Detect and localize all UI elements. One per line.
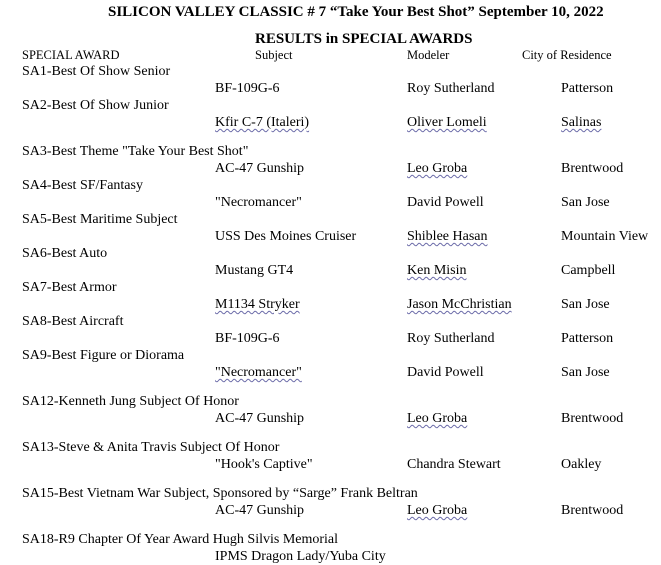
award-city: San Jose [561, 297, 610, 312]
award-subject: AC-47 Gunship [215, 161, 305, 176]
award-city: Oakley [561, 457, 602, 472]
award-category: SA15-Best Vietnam War Subject, Sponsored by “Sarge” Frank Beltran [22, 486, 418, 501]
award-subject: Kfir C-7 (Italeri) [215, 115, 310, 130]
award-modeler: Chandra Stewart [407, 457, 501, 472]
award-modeler: Leo Groba [407, 161, 468, 176]
award-subject: IPMS Dragon Lady/Yuba City [215, 549, 386, 564]
award-modeler: Roy Sutherland [407, 81, 495, 96]
award-category: SA1-Best Of Show Senior [22, 64, 171, 79]
column-header-award: SPECIAL AWARD [22, 48, 120, 62]
award-city: San Jose [561, 195, 610, 210]
award-city: Brentwood [561, 161, 624, 176]
award-category: SA9-Best Figure or Diorama [22, 348, 185, 363]
award-category: SA18-R9 Chapter Of Year Award Hugh Silvis Memorial [22, 532, 339, 547]
award-category: SA5-Best Maritime Subject [22, 212, 178, 227]
award-city: Campbell [561, 263, 616, 278]
award-modeler: Ken Misin [407, 263, 467, 278]
award-city: Salinas [561, 115, 602, 130]
award-city: Brentwood [561, 503, 624, 518]
award-city: Mountain View [561, 229, 649, 244]
award-category: SA12-Kenneth Jung Subject Of Honor [22, 394, 239, 409]
page-title: SILICON VALLEY CLASSIC # 7 “Take Your Best Shot” September 10, 2022 [108, 4, 604, 20]
column-header-city: City of Residence [522, 48, 612, 62]
award-subject: AC-47 Gunship [215, 503, 305, 518]
award-modeler: Leo Groba [407, 503, 468, 518]
award-category: SA2-Best Of Show Junior [22, 98, 169, 113]
award-modeler: Shiblee Hasan [407, 229, 488, 244]
award-subject: "Necromancer" [215, 195, 302, 210]
award-category: SA6-Best Auto [22, 246, 108, 261]
award-city: Brentwood [561, 411, 624, 426]
page-subtitle: RESULTS in SPECIAL AWARDS [255, 31, 473, 47]
award-category: SA13-Steve & Anita Travis Subject Of Honor [22, 440, 280, 455]
column-header-modeler: Modeler [407, 48, 450, 62]
column-header-subject: Subject [255, 48, 293, 62]
award-category: SA3-Best Theme "Take Your Best Shot" [22, 144, 249, 159]
award-subject: AC-47 Gunship [215, 411, 305, 426]
award-subject: Mustang GT4 [215, 263, 294, 278]
award-subject: USS Des Moines Cruiser [215, 229, 357, 244]
award-modeler: Oliver Lomeli [407, 115, 487, 130]
award-category: SA8-Best Aircraft [22, 314, 124, 329]
award-subject: BF-109G-6 [215, 331, 280, 346]
award-modeler: David Powell [407, 365, 484, 380]
award-modeler: Roy Sutherland [407, 331, 495, 346]
award-modeler: David Powell [407, 195, 484, 210]
award-subject: M1134 Stryker [215, 297, 300, 312]
award-city: San Jose [561, 365, 610, 380]
award-city: Patterson [561, 331, 614, 346]
award-modeler: Leo Groba [407, 411, 468, 426]
award-city: Patterson [561, 81, 614, 96]
award-category: SA7-Best Armor [22, 280, 117, 295]
award-modeler: Jason McChristian [407, 297, 512, 312]
award-subject: "Hook's Captive" [215, 457, 313, 472]
award-category: SA4-Best SF/Fantasy [22, 178, 143, 193]
award-subject: "Necromancer" [215, 365, 302, 380]
award-subject: BF-109G-6 [215, 81, 280, 96]
